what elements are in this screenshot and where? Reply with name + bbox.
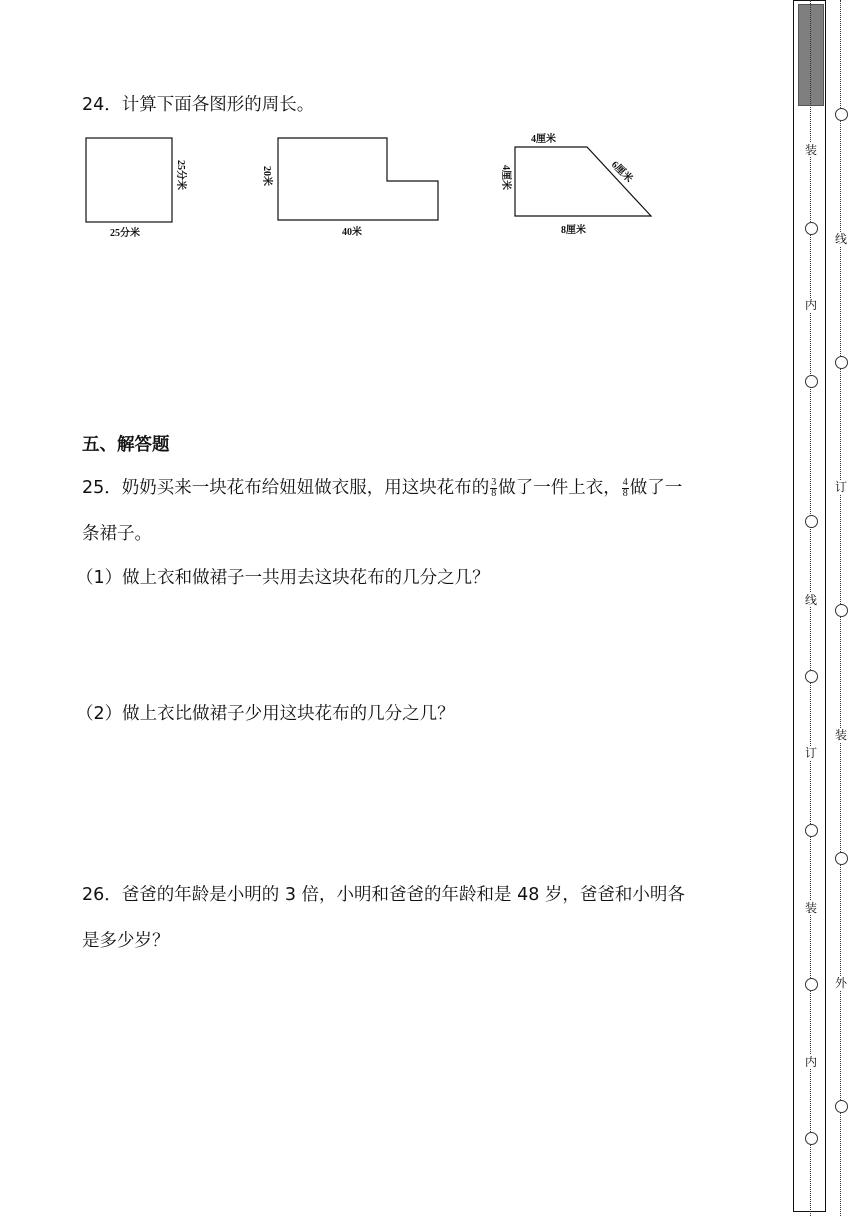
fraction-denominator: 8 bbox=[491, 487, 497, 499]
circle-mark bbox=[805, 670, 818, 683]
trapezoid-slant-label: 6厘米 bbox=[608, 159, 635, 185]
square-figure bbox=[80, 130, 200, 245]
binding-inner-column bbox=[801, 0, 821, 1216]
question-25-sub2: （2）做上衣比做裙子少用这块花布的几分之几？ bbox=[76, 704, 455, 724]
section-title: 五、解答题 bbox=[82, 435, 170, 455]
binding-label-xian: 线 bbox=[801, 593, 821, 607]
question-24-text: 24．计算下面各图形的周长。 bbox=[82, 95, 315, 115]
binding-label-wai: 外 bbox=[831, 976, 851, 990]
trapezoid-shape bbox=[515, 147, 651, 216]
trapezoid-left-label: 4厘米 bbox=[500, 165, 511, 190]
square-side-label: 25分米 bbox=[175, 160, 186, 190]
circle-mark bbox=[805, 1132, 818, 1145]
binding-label-nei: 内 bbox=[801, 298, 821, 312]
binding-label-ding: 订 bbox=[831, 480, 851, 494]
q25-text-a: 25．奶奶买来一块花布给妞妞做衣服，用这块花布的 bbox=[82, 478, 490, 498]
fraction-numerator: 3 bbox=[491, 476, 497, 488]
fraction-3-8 bbox=[490, 478, 497, 499]
circle-mark bbox=[805, 222, 818, 235]
fraction-numerator: 4 bbox=[622, 476, 628, 488]
square-shape bbox=[86, 138, 172, 222]
lshape-bottom-label: 40米 bbox=[342, 227, 362, 238]
question-26-line1: 26．爸爸的年龄是小明的 3 倍，小明和爸爸的年龄和是 48 岁，爸爸和小明各 bbox=[82, 885, 685, 905]
binding-label-ding: 订 bbox=[801, 746, 821, 760]
circle-mark bbox=[805, 375, 818, 388]
trapezoid-bottom-label: 8厘米 bbox=[561, 225, 586, 236]
q25-text-c: 做了一 bbox=[629, 478, 683, 498]
square-bottom-label: 25分米 bbox=[110, 228, 140, 239]
circle-mark bbox=[835, 108, 848, 121]
binding-strip bbox=[793, 0, 860, 1216]
question-25-line1 bbox=[82, 476, 682, 500]
trapezoid-figure bbox=[495, 127, 665, 242]
circle-mark bbox=[835, 604, 848, 617]
fraction-denominator: 8 bbox=[622, 487, 628, 499]
binding-outer-column bbox=[831, 0, 851, 1216]
binding-label-zhuang: 装 bbox=[831, 728, 851, 742]
circle-mark bbox=[835, 1100, 848, 1113]
binding-label-zhuang: 装 bbox=[801, 143, 821, 157]
binding-label-xian: 线 bbox=[831, 232, 851, 246]
binding-label-nei: 内 bbox=[801, 1055, 821, 1069]
lshape-shape bbox=[278, 138, 438, 220]
binding-label-zhuang: 装 bbox=[801, 901, 821, 915]
lshape-figure bbox=[258, 132, 448, 242]
lshape-height-label: 20米 bbox=[261, 166, 272, 186]
trapezoid-top-label: 4厘米 bbox=[531, 134, 556, 145]
circle-mark bbox=[805, 515, 818, 528]
circle-mark bbox=[805, 824, 818, 837]
question-25-sub1: （1）做上衣和做裙子一共用去这块花布的几分之几？ bbox=[76, 568, 490, 588]
question-26-line2: 是多少岁？ bbox=[82, 931, 170, 951]
fraction-4-8 bbox=[622, 478, 629, 499]
circle-mark bbox=[805, 978, 818, 991]
circle-mark bbox=[835, 356, 848, 369]
circle-mark bbox=[835, 852, 848, 865]
dotted-line bbox=[810, 0, 811, 1216]
q25-text-b: 做了一件上衣， bbox=[498, 478, 621, 498]
question-25-line2: 条裙子。 bbox=[82, 524, 152, 544]
